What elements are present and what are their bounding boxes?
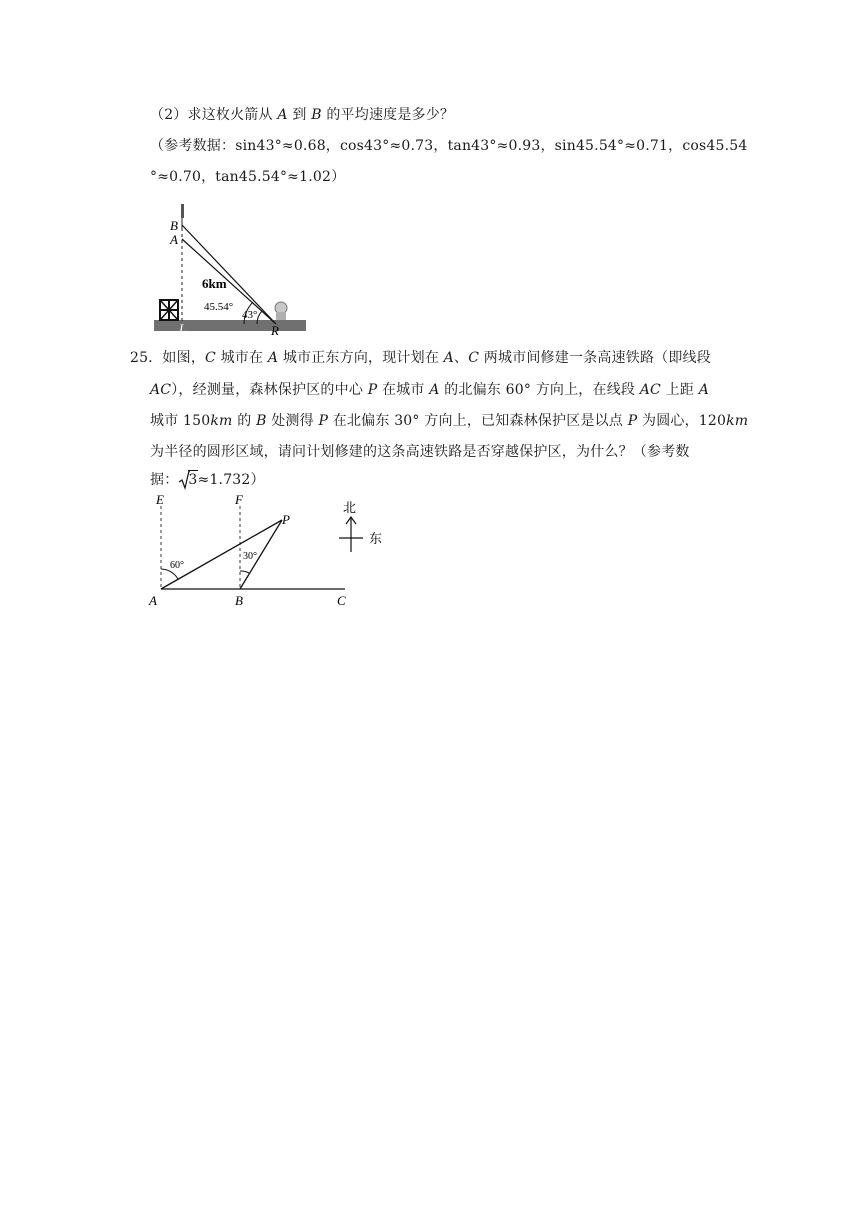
q24-part2-question <box>150 104 454 124</box>
label-A: A <box>170 232 178 247</box>
text: 两城市间修建一条高速铁路（即线段 <box>479 350 711 366</box>
var-P: P <box>318 413 329 429</box>
sqrt-radicand: 3 <box>188 472 198 488</box>
var-C: C <box>468 350 480 366</box>
label-angle-43: 43° <box>242 309 258 321</box>
text: 在城市 <box>377 382 430 398</box>
label-A: A <box>149 593 157 608</box>
q25-line2 <box>150 379 709 399</box>
railway-figure <box>140 492 400 612</box>
text: 为半径的圆形区域，请问计划修建的这条高速铁路是否穿越保护区，为什么？（参考数 <box>150 444 690 460</box>
text: ），经测量，森林保护区的中心 <box>171 382 368 398</box>
text: 如图， <box>162 350 206 366</box>
text: 为圆心，120 <box>637 413 727 429</box>
rocket-icon <box>181 204 184 228</box>
label-distance: 6km <box>202 276 227 291</box>
label-east: 东 <box>369 531 383 546</box>
text: 处测得 <box>266 413 319 429</box>
radar-tower-icon <box>160 300 178 320</box>
text: 的 <box>232 413 257 429</box>
text: （参考数据：sin43°≈0.68，cos43°≈0.73，tan43°≈0.93，sin45.54°≈0.71，cos45.54 <box>150 138 748 154</box>
rocket-figure <box>150 196 310 336</box>
label-angle-45-54: 45.54° <box>204 301 234 313</box>
text: 上距 <box>660 382 699 398</box>
observer-dish-icon <box>275 302 287 320</box>
text: 据： <box>150 472 179 488</box>
var-AC: AC <box>639 382 661 398</box>
angle-arc-30 <box>240 571 249 573</box>
line-AP <box>161 520 282 589</box>
label-R: R <box>271 323 279 336</box>
text: ≈1.732） <box>197 472 265 488</box>
label-P: P <box>282 512 290 527</box>
label-angle-30: 30° <box>243 551 257 562</box>
label-L: L <box>179 321 187 336</box>
text: 到 <box>287 107 312 123</box>
q25-line5 <box>150 469 265 491</box>
var-A: A <box>277 107 288 123</box>
label-E: E <box>156 492 164 507</box>
text: 的平均速度是多少？ <box>321 107 455 123</box>
text: 城市 150 <box>150 413 211 429</box>
var-A: A <box>698 382 709 398</box>
q24-reference-data-line2 <box>150 166 345 186</box>
q25-line3 <box>150 410 748 430</box>
text: 在北偏东 30° 方向上，已知森林保护区是以点 <box>328 413 628 429</box>
text: 城市在 <box>215 350 268 366</box>
q25-line4 <box>150 441 690 461</box>
text: 的北偏东 60° 方向上，在线段 <box>439 382 640 398</box>
label-angle-60: 60° <box>170 560 184 571</box>
var-P: P <box>627 413 638 429</box>
ground-bar <box>154 320 306 331</box>
var-B: B <box>256 413 267 429</box>
label-C: C <box>337 593 346 608</box>
q24-reference-data-line1 <box>150 135 747 155</box>
var-A: A <box>267 350 279 366</box>
q25-line1 <box>130 347 711 367</box>
unit-km: km <box>726 413 749 429</box>
text: 城市正东方向，现计划在 <box>278 350 444 366</box>
var-C: C <box>205 350 216 366</box>
label-B: B <box>170 218 178 233</box>
label-F: F <box>235 492 243 507</box>
label-north: 北 <box>343 500 357 515</box>
text: 、 <box>453 350 469 366</box>
var-A: A <box>443 350 454 366</box>
var-P: P <box>367 382 378 398</box>
var-A: A <box>429 382 440 398</box>
var-B: B <box>311 107 322 123</box>
question-number: 25． <box>130 350 163 366</box>
label-B: B <box>235 593 243 608</box>
text: °≈0.70，tan45.54°≈1.02） <box>150 169 346 185</box>
var-AC: AC <box>150 382 172 398</box>
text: （2）求这枚火箭从 <box>150 107 278 123</box>
compass-icon <box>339 517 363 552</box>
unit-km: km <box>210 413 233 429</box>
